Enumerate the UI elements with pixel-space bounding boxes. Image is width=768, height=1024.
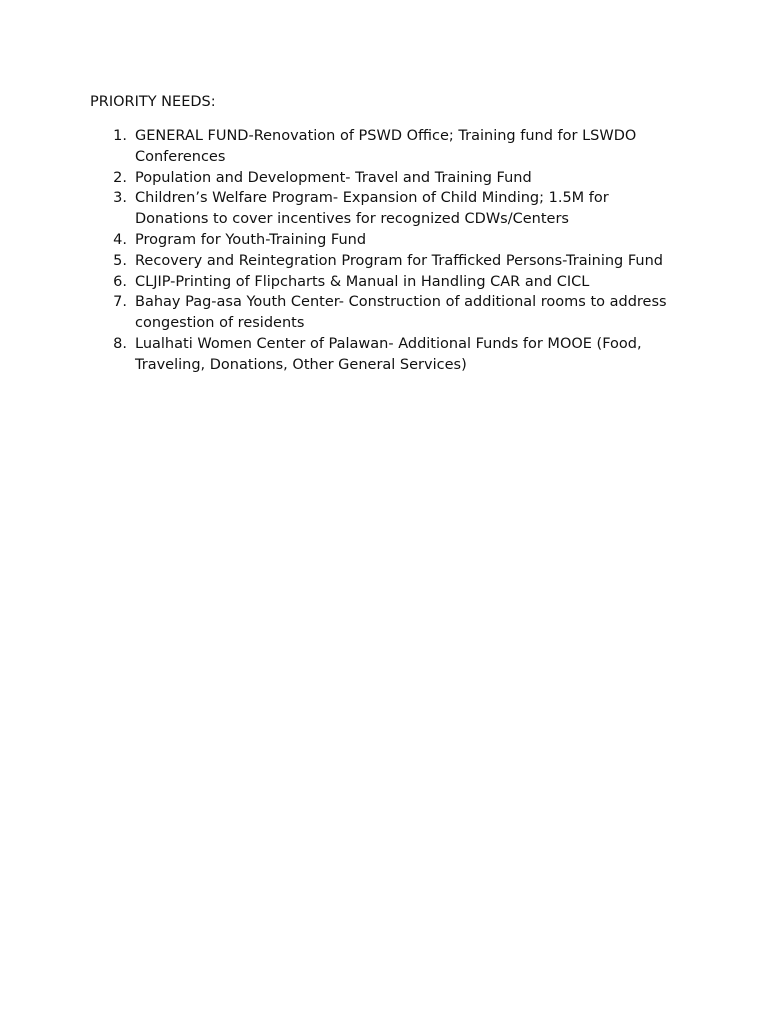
list-item (90, 292, 680, 334)
list-item-number: 7. (113, 294, 127, 311)
list-item-number: 2. (113, 169, 127, 186)
list-item-text: Lualhati Women Center of Palawan- Additional Funds for MOOE (Food, Traveling, Donations, Other General Services) (135, 335, 642, 373)
priority-needs-list (90, 126, 680, 376)
list-item-number: 4. (113, 231, 127, 248)
list-item-number: 1. (113, 128, 127, 144)
list-item-number: 6. (113, 273, 127, 290)
list-item (90, 126, 680, 168)
list-item (90, 168, 680, 189)
list-item-number: 8. (113, 335, 127, 352)
list-item-text: Population and Development- Travel and Training Fund (135, 169, 532, 186)
list-item-text: Program for Youth-Training Fund (135, 231, 367, 248)
list-item (90, 251, 680, 272)
list-item-text: GENERAL FUND-Renovation of PSWD Office; Training fund for LSWDO Conferences (135, 128, 637, 165)
list-item (90, 334, 680, 376)
list-item-text: Children’s Welfare Program- Expansion of Child Minding; 1.5M for Donations to cover incentives for recognized CDWs/Centers (135, 190, 609, 228)
list-item-text: CLJIP-Printing of Flipcharts & Manual in Handling CAR and CICL (135, 273, 590, 290)
list-item-number: 5. (113, 252, 127, 269)
list-item-number: 3. (113, 190, 127, 207)
list-item (90, 188, 680, 230)
list-item-text: Recovery and Reintegration Program for Trafficked Persons-Training Fund (135, 252, 663, 269)
priority-needs-heading: PRIORITY NEEDS: (90, 94, 216, 110)
list-item (90, 272, 680, 293)
list-item (90, 230, 680, 251)
list-item-text: Bahay Pag-asa Youth Center- Construction of additional rooms to address congestion of residents (135, 294, 667, 332)
